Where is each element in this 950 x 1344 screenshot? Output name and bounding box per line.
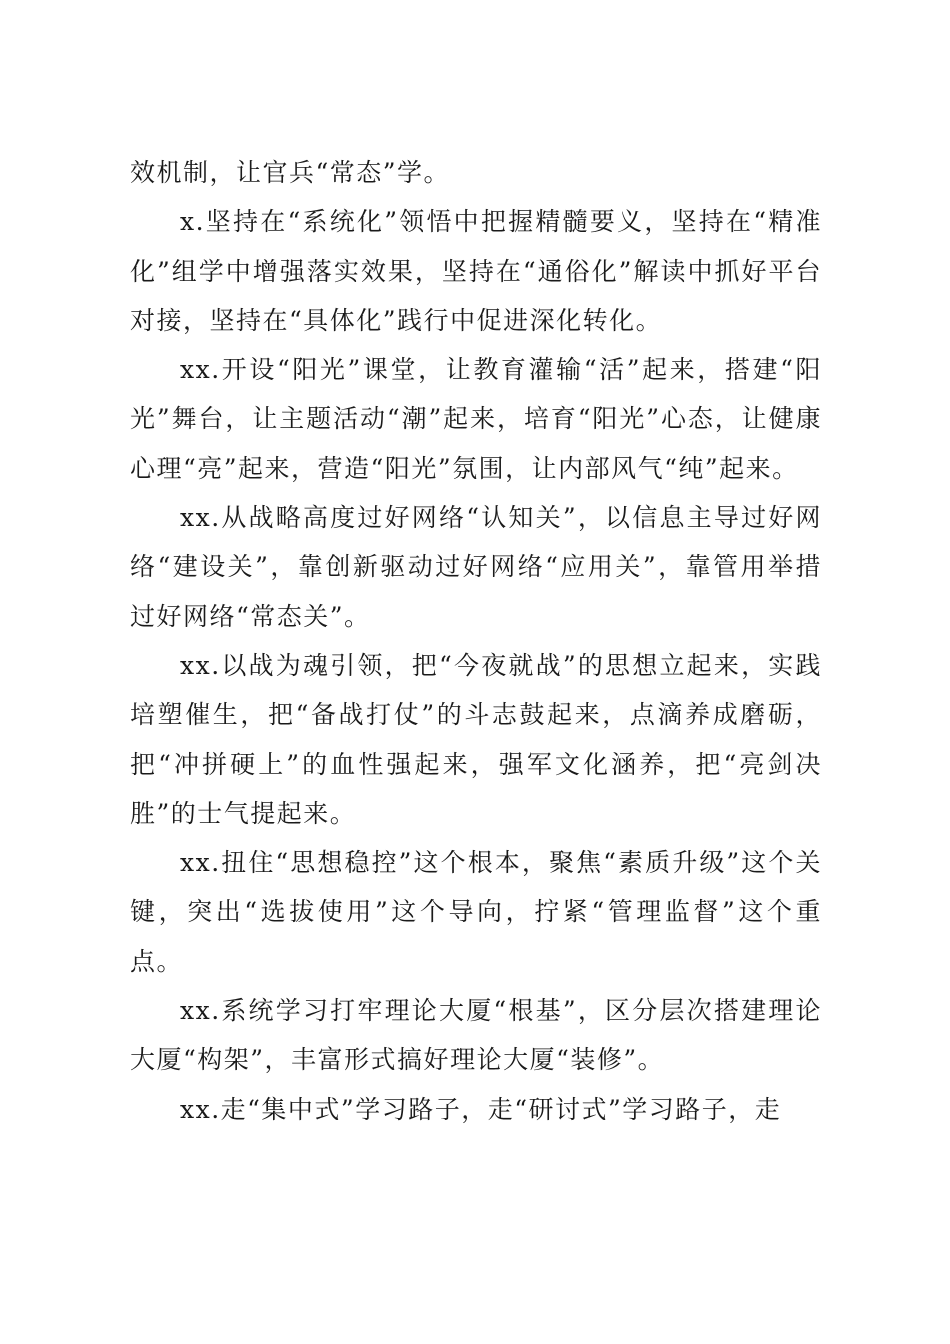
paragraph-item: xx.开设“阳光”课堂，让教育灌输“活”起来，搭建“阳光”舞台，让主题活动“潮”起来，培育“阳光”心态，让健康心理“亮”起来，营造“阳光”氛围，让内部风气“纯”起来。	[130, 355, 822, 483]
document-body	[130, 148, 822, 1134]
paragraph-item: xx.从战略高度过好网络“认知关”，以信息主导过好网络“建设关”，靠创新驱动过好网络“应用关”，靠管用举措过好网络“常态关”。	[130, 503, 822, 631]
paragraph-item: xx.扭住“思想稳控”这个根本，聚焦“素质升级”这个关键，突出“选拔使用”这个导向，拧紧“管理监督”这个重点。	[130, 848, 823, 976]
paragraph-continuation: 效机制，让官兵“常态”学。	[130, 158, 451, 187]
paragraph-item: xx.走“集中式”学习路子，走“研讨式”学习路子，走	[180, 1094, 782, 1124]
paragraph-item: xx.以战为魂引领，把“今夜就战”的思想立起来，实践培塑催生，把“备战打仗”的斗志鼓起来，点滴养成磨砺，把“冲拼硬上”的血性强起来，强军文化涵养，把“亮剑决胜”的士气提起来。	[130, 650, 822, 828]
paragraph-item: x.坚持在“系统化”领悟中把握精髓要义，坚持在“精准化”组学中增强落实效果，坚持在“通俗化”解读中抓好平台对接，坚持在“具体化”践行中促进深化转化。	[130, 207, 822, 335]
paragraph-item: xx.系统学习打牢理论大厦“根基”，区分层次搭建理论大厦“构架”，丰富形式搞好理论大厦“装修”。	[130, 996, 822, 1075]
